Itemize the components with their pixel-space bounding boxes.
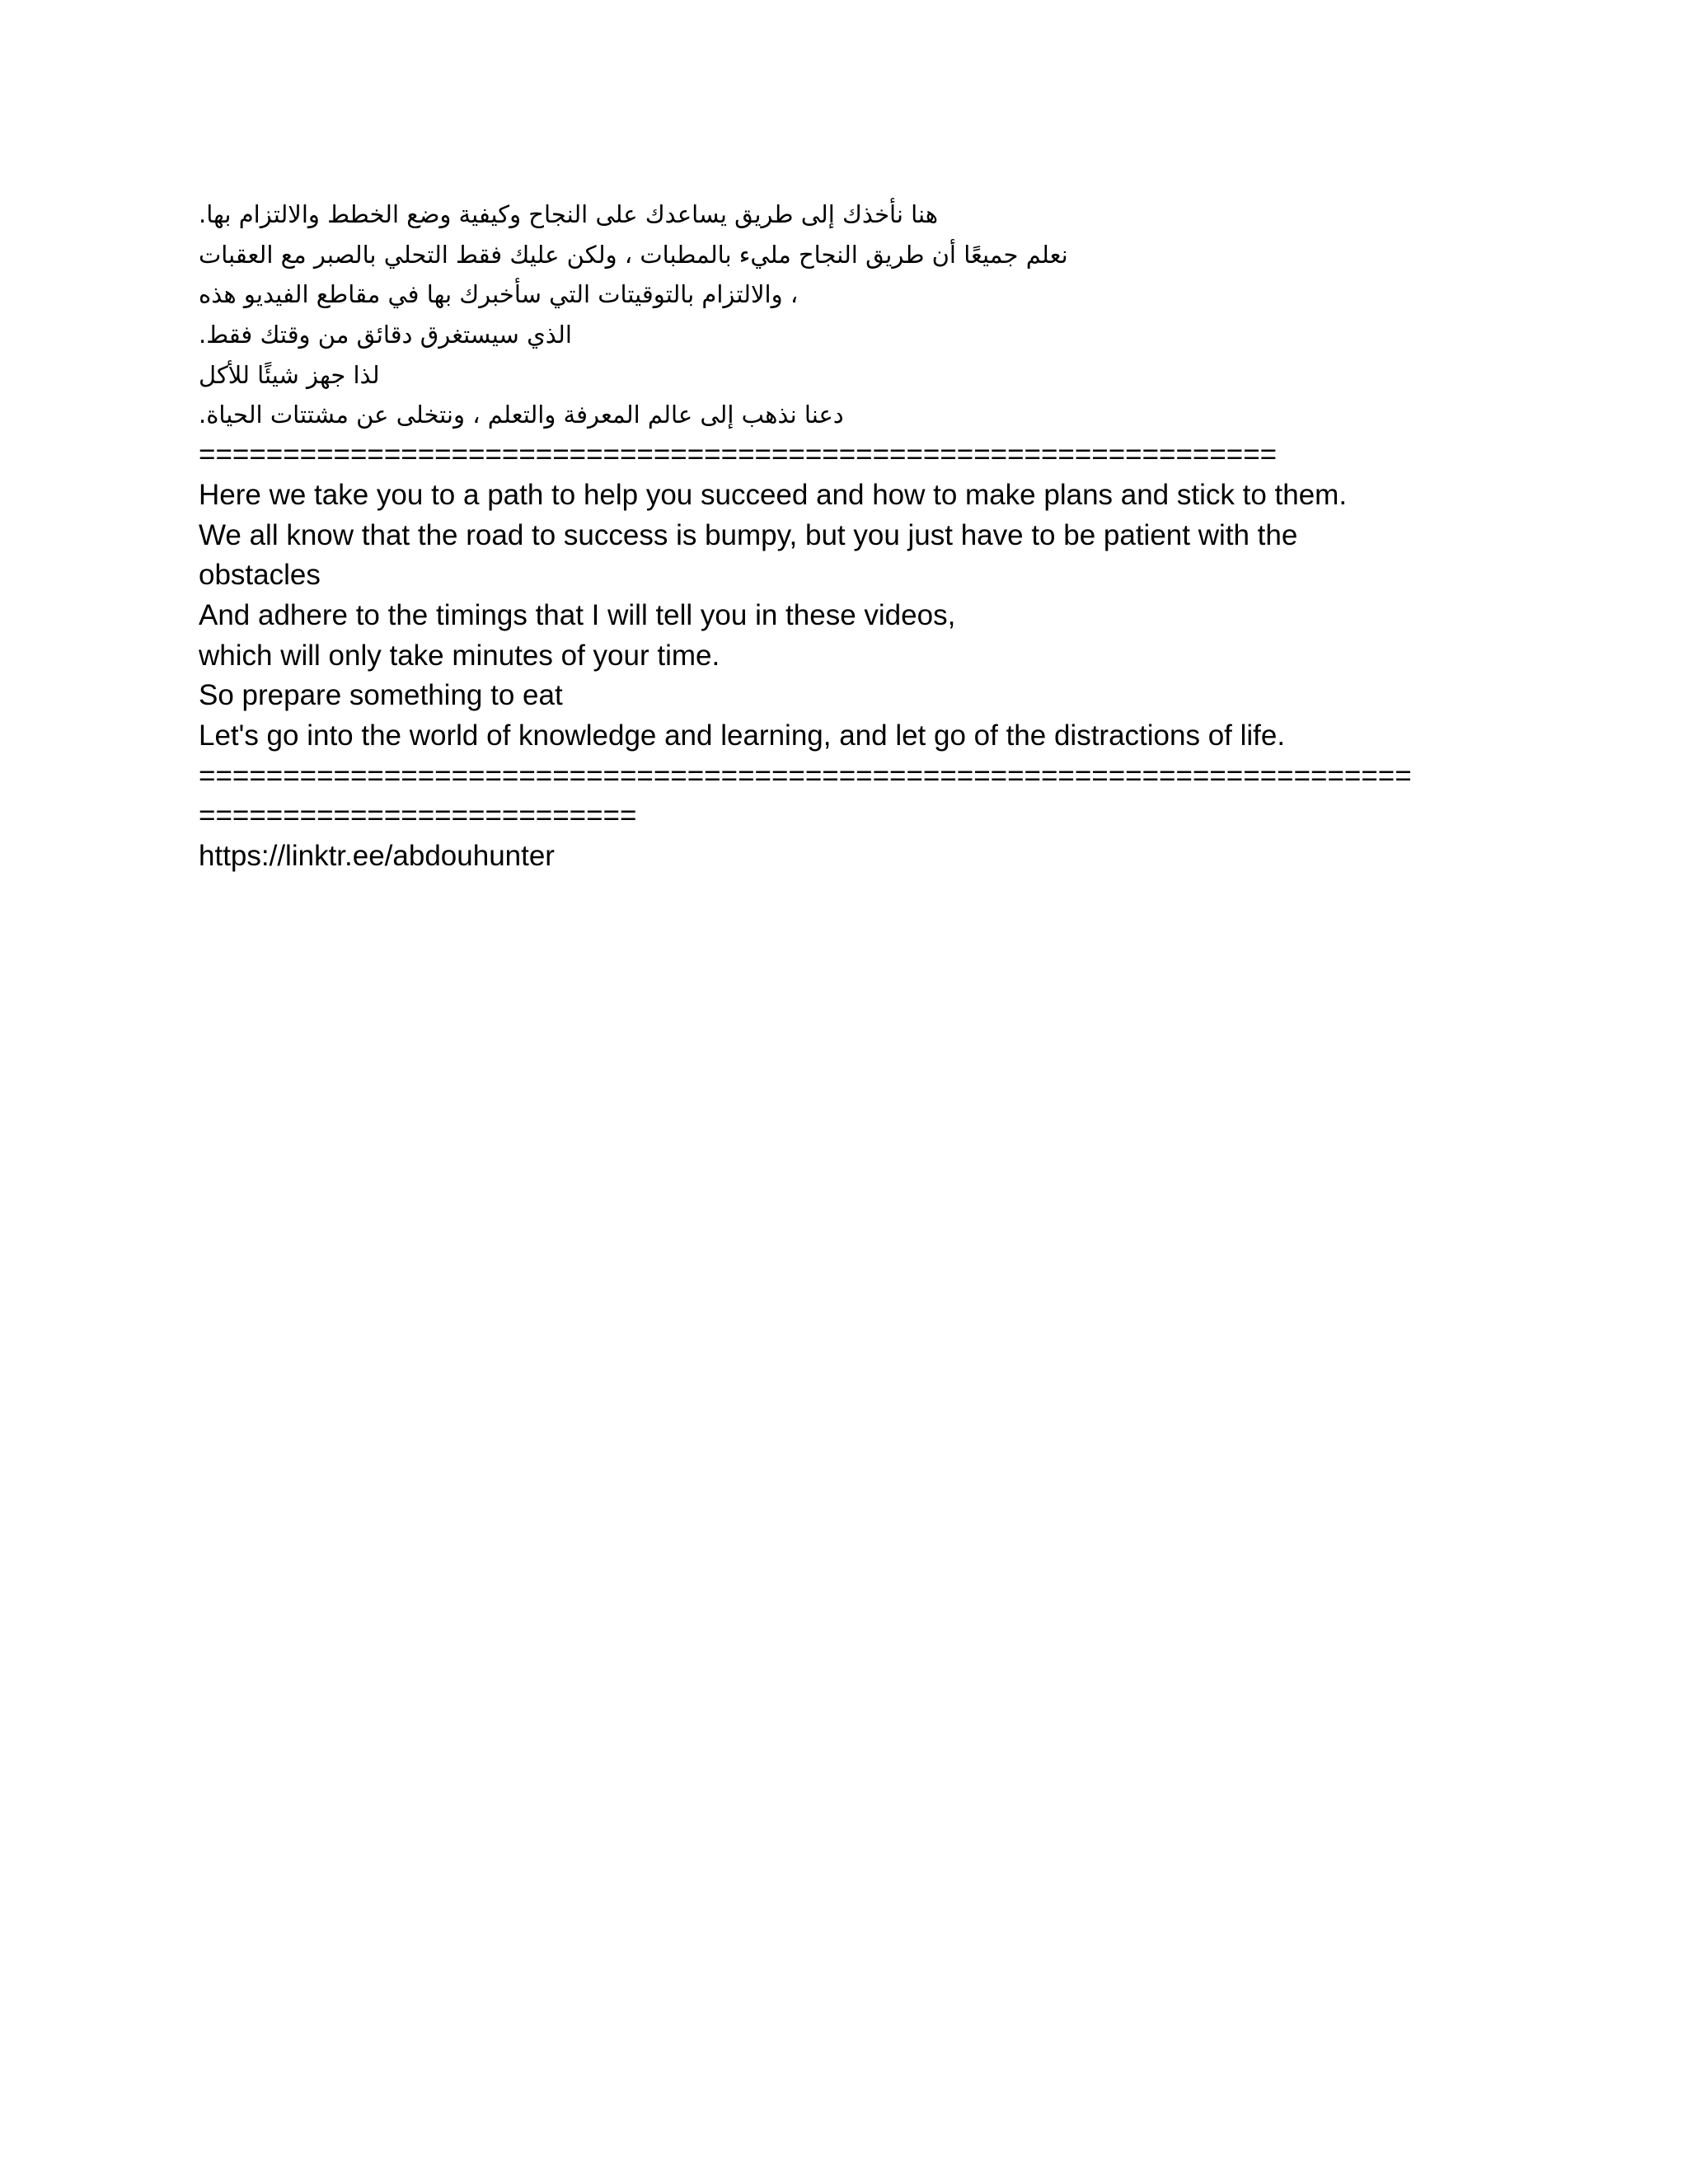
english-line-2: We all know that the road to success is bumpy, but you just have to be patient with the obstacles [199, 518, 1298, 592]
arabic-line-4: الذي سيستغرق دقائق من وقتك فقط. [199, 321, 572, 349]
linktree-link[interactable]: https://linktr.ee/abdouhunter [199, 840, 555, 873]
arabic-line-3: ، والالتزام بالتوقيتات التي سأخبرك بها في مقاطع الفيديو هذه [199, 280, 799, 309]
english-line-4: which will only take minutes of your time. [199, 639, 720, 672]
english-line-6: Let's go into the world of knowledge and learning, and let go of the distractions of life. [199, 719, 1286, 752]
english-paragraph [199, 476, 1484, 757]
separator-line-1: ================================================================ [199, 438, 1278, 471]
separator-line-3: ========================== [199, 799, 637, 832]
arabic-paragraph [199, 194, 1484, 435]
english-line-1: Here we take you to a path to help you succeed and how to make plans and stick to them. [199, 478, 1348, 511]
separator-line-2: ======================================================================== [199, 759, 1412, 792]
arabic-line-2: نعلم جميعًا أن طريق النجاح مليء بالمطبات ، ولكن عليك فقط التحلي بالصبر مع العقبات [199, 240, 1068, 269]
arabic-line-6: دعنا نذهب إلى عالم المعرفة والتعلم ، ونتخلى عن مشتتات الحياة. [199, 401, 844, 429]
document-body [199, 194, 1484, 877]
arabic-line-5: لذا جهز شيئًا للأكل [199, 360, 380, 389]
arabic-line-1: هنا نأخذك إلى طريق يساعدك على النجاح وكيفية وضع الخطط والالتزام بها. [199, 200, 939, 228]
english-line-5: So prepare something to eat [199, 679, 563, 712]
english-line-3: And adhere to the timings that I will tell you in these videos, [199, 598, 956, 631]
